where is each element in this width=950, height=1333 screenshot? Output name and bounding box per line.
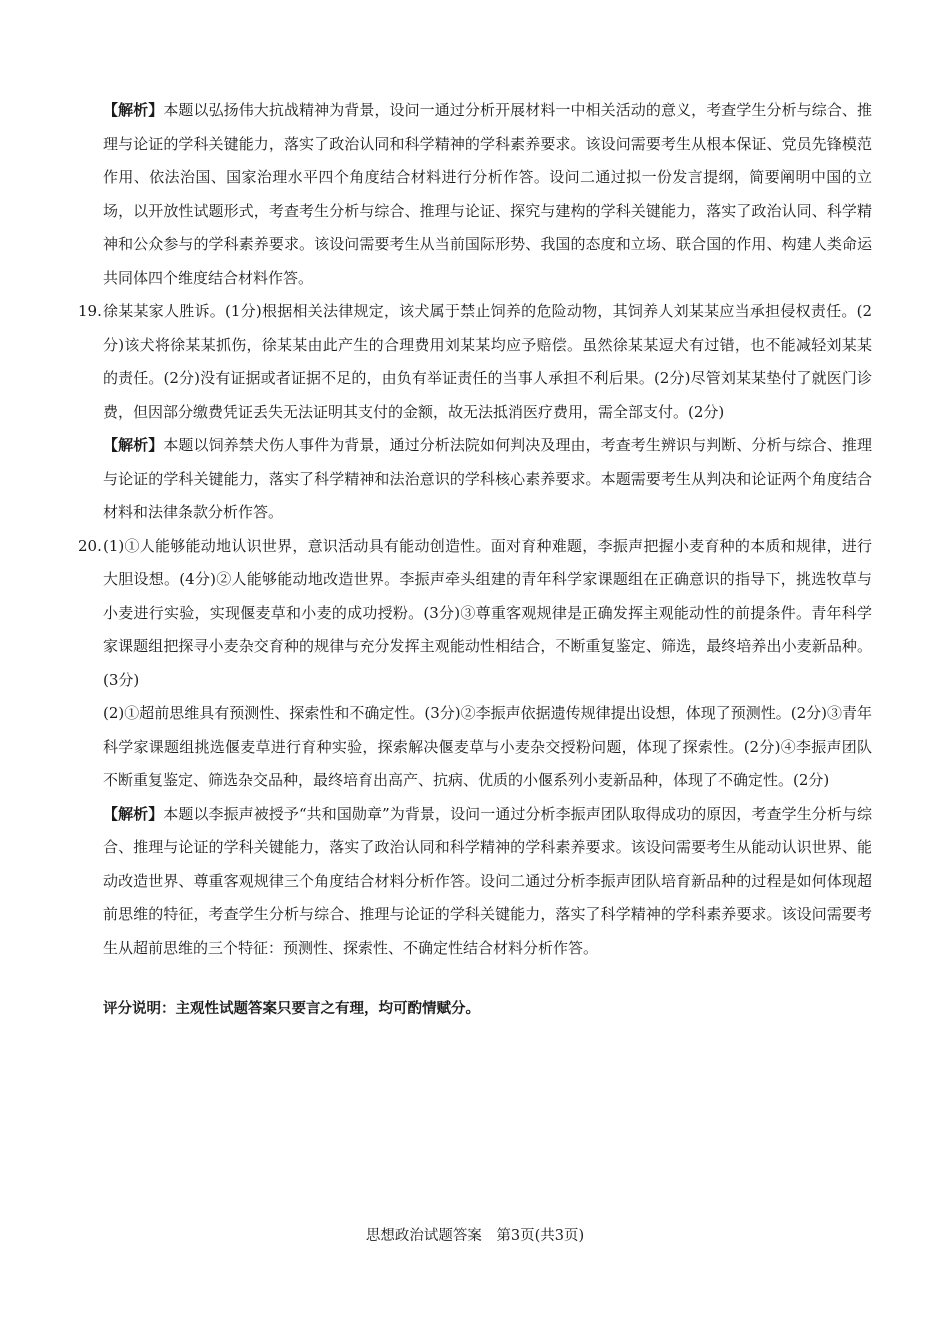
question-19 — [78, 295, 872, 429]
answer-text: 徐某某家人胜诉。(1分)根据相关法律规定，该犬属于禁止饲养的危险动物，其饲养人刘某某应当承担侵权责任。(2分)该犬将徐某某抓伤，徐某某由此产生的合理费用刘某某均应予赔偿。虽然徐某某逗犬有过错，也不能减轻刘某某的责任。(2分)没有证据或者证据不足的，由负有举证责任的当事人承担不利后果。(2分)尽管刘某某垫付了就医门诊费，但因部分缴费凭证丢失无法证明其支付的金额，故无法抵消医疗费用，需全部支付。(2分) — [103, 302, 872, 421]
question-20 — [78, 530, 872, 698]
analysis-tag: 【解析】 — [103, 436, 164, 454]
analysis-text: 本题以弘扬伟大抗战精神为背景，设问一通过分析开展材料一中相关活动的意义，考查学生分析与综合、推理与论证的学科关键能力，落实了政治认同和科学精神的学科素养要求。该设问需要考生从根本保证、党员先锋模范作用、依法治国、国家治理水平四个角度结合材料进行分析作答。设问二通过拟一份发言提纲，简要阐明中国的立场，以开放性试题形式，考查考生分析与综合、推理与论证、探究与建构的学科关键能力，落实了政治认同、科学精神和公众参与的学科素养要求。该设问需要考生从当前国际形势、我国的态度和立场、联合国的作用、构建人类命运共同体四个维度结合材料作答。 — [103, 101, 872, 287]
question-number: 20. — [78, 536, 102, 555]
analysis-q20 — [78, 798, 872, 966]
analysis-q19 — [78, 429, 872, 530]
scoring-note: 评分说明：主观性试题答案只要言之有理，均可酌情赋分。 — [103, 1001, 480, 1017]
analysis-text: 本题以饲养禁犬伤人事件为背景，通过分析法院如何判决及理由，考查考生辨识与判断、分析与综合、推理与论证的学科关键能力，落实了科学精神和法治意识的学科核心素养要求。本题需要考生从判决和论证两个角度结合材料和法律条款分析作答。 — [103, 436, 872, 521]
answer-part-2: (2)①超前思维具有预测性、探索性和不确定性。(3分)②李振声依据遗传规律提出设想，体现了预测性。(2分)③青年科学家课题组挑选偃麦草进行育种实验，探索解决偃麦草与小麦杂交授粉问题，体现了探索性。(2分)④李振声团队不断重复鉴定、筛选杂交品种，最终培育出高产、抗病、优质的小偃系列小麦新品种，体现了不确定性。(2分) — [103, 704, 872, 789]
analysis-tag: 【解析】 — [103, 804, 164, 823]
analysis-q18 — [78, 94, 872, 295]
answer-content — [78, 94, 872, 1027]
question-number: 19. — [78, 302, 102, 320]
analysis-tag: 【解析】 — [103, 101, 164, 119]
analysis-text: 本题以李振声被授予“共和国勋章”为背景，设问一通过分析李振声团队取得成功的原因，考查学生分析与综合、推理与论证的学科关键能力，落实了政治认同和科学精神的学科素养要求。该设问需要考生从能动认识世界、能动改造世界、尊重客观规律三个角度结合材料分析作答。设问二通过分析李振声团队培育新品种的过程是如何体现超前思维的特征，考查学生分析与综合、推理与论证的学科关键能力，落实了科学精神的学科素养要求。该设问需要考生从超前思维的三个特征：预测性、探索性、不确定性结合材料分析作答。 — [103, 804, 872, 957]
answer-part-1: (1)①人能够能动地认识世界，意识活动具有能动创造性。面对育种难题，李振声把握小麦育种的本质和规律，进行大胆设想。(4分)②人能够能动地改造世界。李振声牵头组建的青年科学家课题组在正确意识的指导下，挑选牧草与小麦进行实验，实现偃麦草和小麦的成功授粉。(3分)③尊重客观规律是正确发挥主观能动性的前提条件。青年科学家课题组把探寻小麦杂交育种的规律与充分发挥主观能动性相结合，不断重复鉴定、筛选，最终培养出小麦新品种。(3分) — [103, 536, 872, 689]
page-footer: 思想政治试题答案 第3页(共3页) — [365, 1228, 585, 1244]
